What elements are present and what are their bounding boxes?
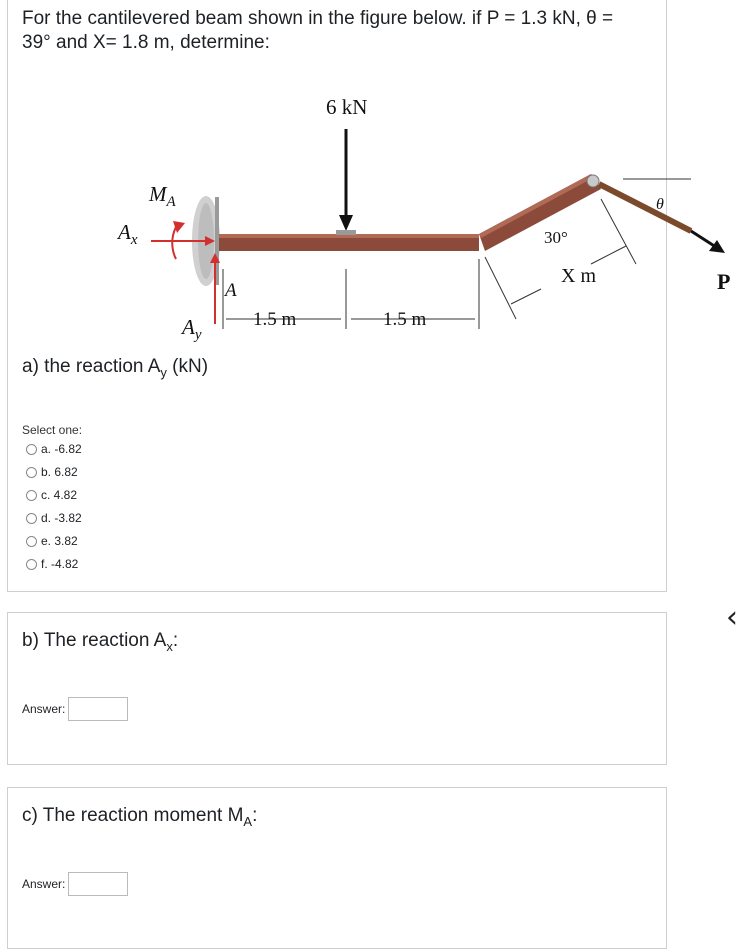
radio-option-d[interactable] (26, 513, 37, 524)
force-p-arrow (691, 231, 725, 253)
dimension-lines (223, 179, 691, 329)
dim2-label: 1.5 m (383, 309, 427, 330)
answer-input-b[interactable] (68, 697, 128, 721)
chevron-left-icon[interactable]: ‹ (726, 600, 738, 635)
answer-row-c (22, 872, 128, 896)
question-card-c (7, 787, 667, 949)
radio-option-b[interactable] (26, 467, 37, 478)
question-intro-line1: For the cantilevered beam shown in the figure below. if P = 1.3 kN, θ = (22, 8, 614, 29)
answer-input-c[interactable] (68, 872, 128, 896)
answer-label-b: Answer: (22, 702, 66, 716)
theta-label: θ (656, 196, 664, 213)
answer-label-c: Answer: (22, 877, 66, 891)
cable (599, 184, 691, 231)
p-label: P (717, 269, 731, 294)
angle-label: 30° (544, 228, 568, 247)
radio-option-c[interactable] (26, 490, 37, 501)
select-one-label: Select one: (22, 423, 83, 437)
a-point-label: A (225, 280, 237, 301)
beam-figure (1, 89, 742, 349)
load-label: 6 kN (326, 95, 368, 119)
option-e[interactable]: e. 3.82 (26, 534, 78, 548)
radio-option-a[interactable] (26, 444, 37, 455)
xm-label: X m (561, 265, 596, 287)
radio-option-e[interactable] (26, 536, 37, 547)
option-f[interactable]: f. -4.82 (26, 557, 78, 571)
question-a-text: a) the reaction $A_y$ (kN) (22, 356, 209, 380)
question-c-text: c) The reaction moment $M_A$: (22, 805, 258, 829)
option-b[interactable]: b. 6.82 (26, 465, 78, 479)
dim1-label: 1.5 m (253, 309, 297, 330)
load-arrow (336, 129, 356, 235)
question-card-a (7, 0, 731, 592)
option-c[interactable]: c. 4.82 (26, 488, 77, 502)
ay-label: $A_y$ (182, 315, 202, 343)
question-b-text: b) The reaction $A_x$: (22, 630, 179, 654)
radio-option-f[interactable] (26, 559, 37, 570)
answer-row-b (22, 697, 128, 721)
question-intro-line2: 39° and X= 1.8 m, determine: (22, 32, 270, 53)
option-d[interactable]: d. -3.82 (26, 511, 82, 525)
option-a[interactable]: a. -6.82 (26, 442, 82, 456)
ax-label: $A_x$ (118, 220, 138, 248)
ma-label: $M_A$ (149, 182, 176, 210)
question-card-b (7, 612, 667, 765)
